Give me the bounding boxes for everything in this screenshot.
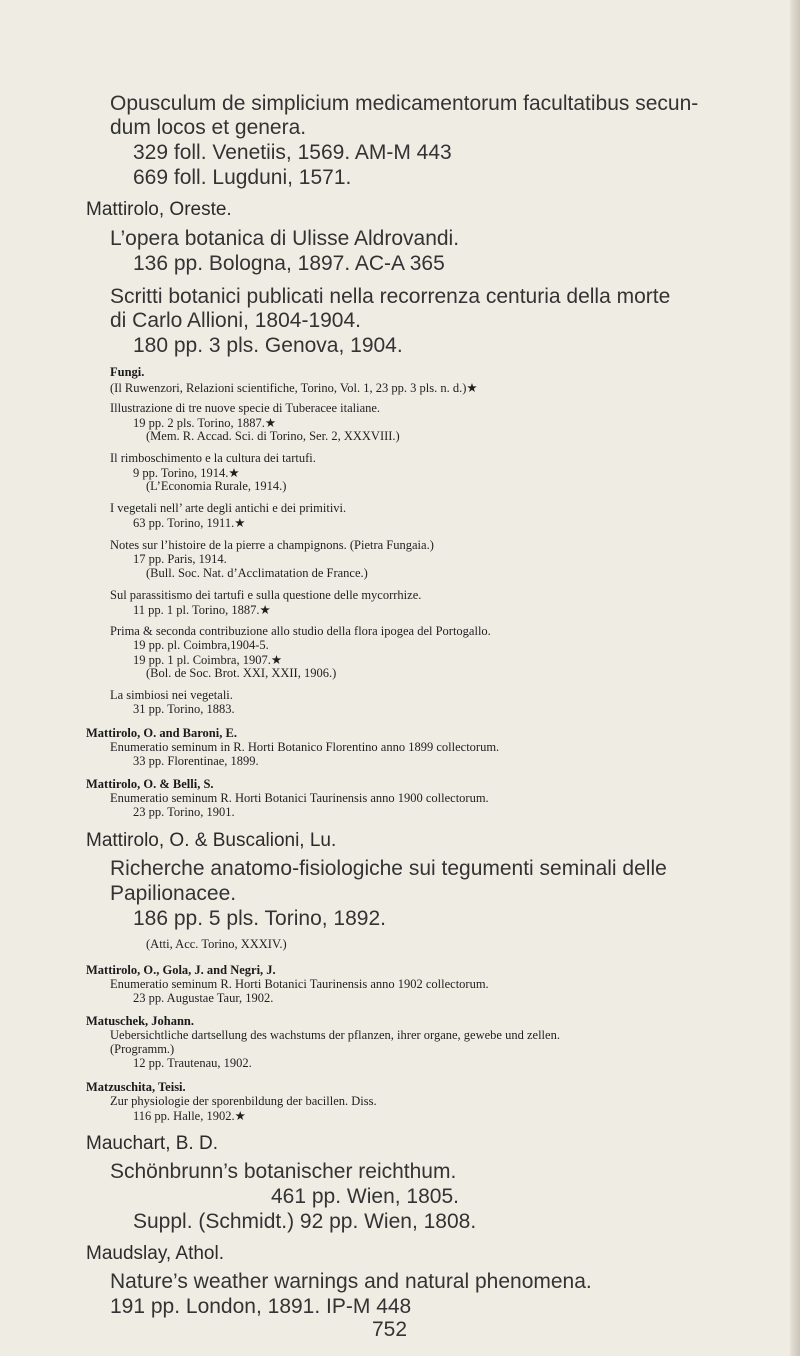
matzuschita-title: Zur physiologie der sporenbildung der bacillen. Diss. [110, 1094, 377, 1108]
buscalioni-title-line-1: Richerche anatomo-fisiologiche sui tegumenti seminali delle [110, 857, 667, 880]
notes-pierre-title: Notes sur l’histoire de la pierre a champignons. (Pietra Fungaia.) [110, 538, 434, 552]
illustrazione-source: (Mem. R. Accad. Sci. di Torino, Ser. 2, XXXVIII.) [146, 429, 400, 443]
mauchart-title: Schönbrunn’s botanischer reichthum. [110, 1160, 457, 1183]
gola-title: Enumeratio seminum R. Horti Botanici Taurinensis anno 1902 collectorum. [110, 977, 489, 991]
author-heading-mattirolo-oreste: Mattirolo, Oreste. [86, 199, 232, 220]
fungi-title: Fungi. [110, 365, 145, 379]
opusculum-title-line-1: Opusculum de simplicium medicamentorum facultatibus secun- [110, 92, 699, 115]
author-heading-matzuschita: Matzuschita, Teisi. [86, 1080, 186, 1094]
scritti-title-line-2: di Carlo Allioni, 1804-1904. [110, 309, 361, 332]
fungi-source: (Il Ruwenzori, Relazioni scientifiche, Torino, Vol. 1, 23 pp. 3 pls. n. d.)★ [110, 381, 478, 395]
baroni-title: Enumeratio seminum in R. Horti Botanico Florentino anno 1899 collectorum. [110, 740, 500, 754]
matuschek-title: Uebersichtliche dartsellung des wachstums der pflanzen, ihrer organe, gewebe und zellen. [110, 1028, 560, 1042]
buscalioni-title-line-2: Papilionacee. [110, 882, 237, 905]
mauchart-supplement: Suppl. (Schmidt.) 92 pp. Wien, 1808. [133, 1210, 477, 1233]
flora-ipogea-title: Prima & seconda contribuzione allo studio della flora ipogea del Portogallo. [110, 624, 491, 638]
page-number: 752 [372, 1318, 408, 1341]
scritti-title-line-1: Scritti botanici publicati nella recorrenza centuria della morte [110, 285, 671, 308]
opusculum-title-line-2: dum locos et genera. [110, 116, 307, 139]
maudslay-title: Nature’s weather warnings and natural phenomena. [110, 1270, 592, 1293]
author-heading-maudslay: Maudslay, Athol. [86, 1243, 225, 1264]
opusculum-edition-1: 329 foll. Venetiis, 1569. AM-M 443 [133, 141, 452, 164]
author-heading-matuschek: Matuschek, Johann. [86, 1014, 195, 1028]
parassitismo-title: Sul parassitismo dei tartufi e sulla questione delle mycorrhize. [110, 588, 422, 602]
author-heading-mattirolo-baroni: Mattirolo, O. and Baroni, E. [86, 726, 237, 740]
matuschek-details: 12 pp. Trautenau, 1902. [133, 1056, 252, 1070]
notes-pierre-source: (Bull. Soc. Nat. d’Acclimatation de France.) [146, 566, 368, 580]
parassitismo-details: 11 pp. 1 pl. Torino, 1887.★ [133, 603, 271, 617]
simbiosi-details: 31 pp. Torino, 1883. [133, 702, 235, 716]
vegetali-arte-title: I vegetali nell’ arte degli antichi e dei primitivi. [110, 501, 347, 515]
author-heading-mauchart: Mauchart, B. D. [86, 1133, 218, 1154]
buscalioni-source: (Atti, Acc. Torino, XXXIV.) [146, 937, 287, 951]
rimboschimento-title: Il rimboschimento e la cultura dei tartufi. [110, 451, 316, 465]
page-edge-shadow [790, 0, 800, 1356]
maudslay-details: 191 pp. London, 1891. IP-M 448 [110, 1295, 412, 1318]
belli-title: Enumeratio seminum R. Horti Botanici Taurinensis anno 1900 collectorum. [110, 791, 489, 805]
mauchart-details: 461 pp. Wien, 1805. [271, 1185, 459, 1208]
author-heading-mattirolo-buscalioni: Mattirolo, O. & Buscalioni, Lu. [86, 830, 337, 851]
flora-ipogea-details-2: 19 pp. 1 pl. Coimbra, 1907.★ [133, 653, 283, 667]
illustrazione-title: Illustrazione di tre nuove specie di Tuberacee italiane. [110, 401, 381, 415]
notes-pierre-details: 17 pp. Paris, 1914. [133, 552, 227, 566]
opusculum-edition-2: 669 foll. Lugduni, 1571. [133, 166, 352, 189]
author-heading-mattirolo-belli: Mattirolo, O. & Belli, S. [86, 777, 214, 791]
aldrovandi-title: L’opera botanica di Ulisse Aldrovandi. [110, 227, 460, 250]
matzuschita-details: 116 pp. Halle, 1902.★ [133, 1109, 246, 1123]
gola-details: 23 pp. Augustae Taur, 1902. [133, 991, 274, 1005]
baroni-details: 33 pp. Florentinae, 1899. [133, 754, 259, 768]
matuschek-note: (Programm.) [110, 1042, 175, 1056]
simbiosi-title: La simbiosi nei vegetali. [110, 688, 233, 702]
vegetali-arte-details: 63 pp. Torino, 1911.★ [133, 516, 246, 530]
flora-ipogea-source: (Bol. de Soc. Brot. XXI, XXII, 1906.) [146, 666, 337, 680]
aldrovandi-details: 136 pp. Bologna, 1897. AC-A 365 [133, 252, 445, 275]
rimboschimento-source: (L’Economia Rurale, 1914.) [146, 479, 287, 493]
author-heading-mattirolo-gola-negri: Mattirolo, O., Gola, J. and Negri, J. [86, 963, 276, 977]
belli-details: 23 pp. Torino, 1901. [133, 805, 235, 819]
scritti-details: 180 pp. 3 pls. Genova, 1904. [133, 334, 403, 357]
illustrazione-details: 19 pp. 2 pls. Torino, 1887.★ [133, 416, 277, 430]
flora-ipogea-details-1: 19 pp. pl. Coimbra,1904-5. [133, 638, 269, 652]
rimboschimento-details: 9 pp. Torino, 1914.★ [133, 466, 240, 480]
buscalioni-details: 186 pp. 5 pls. Torino, 1892. [133, 907, 386, 930]
